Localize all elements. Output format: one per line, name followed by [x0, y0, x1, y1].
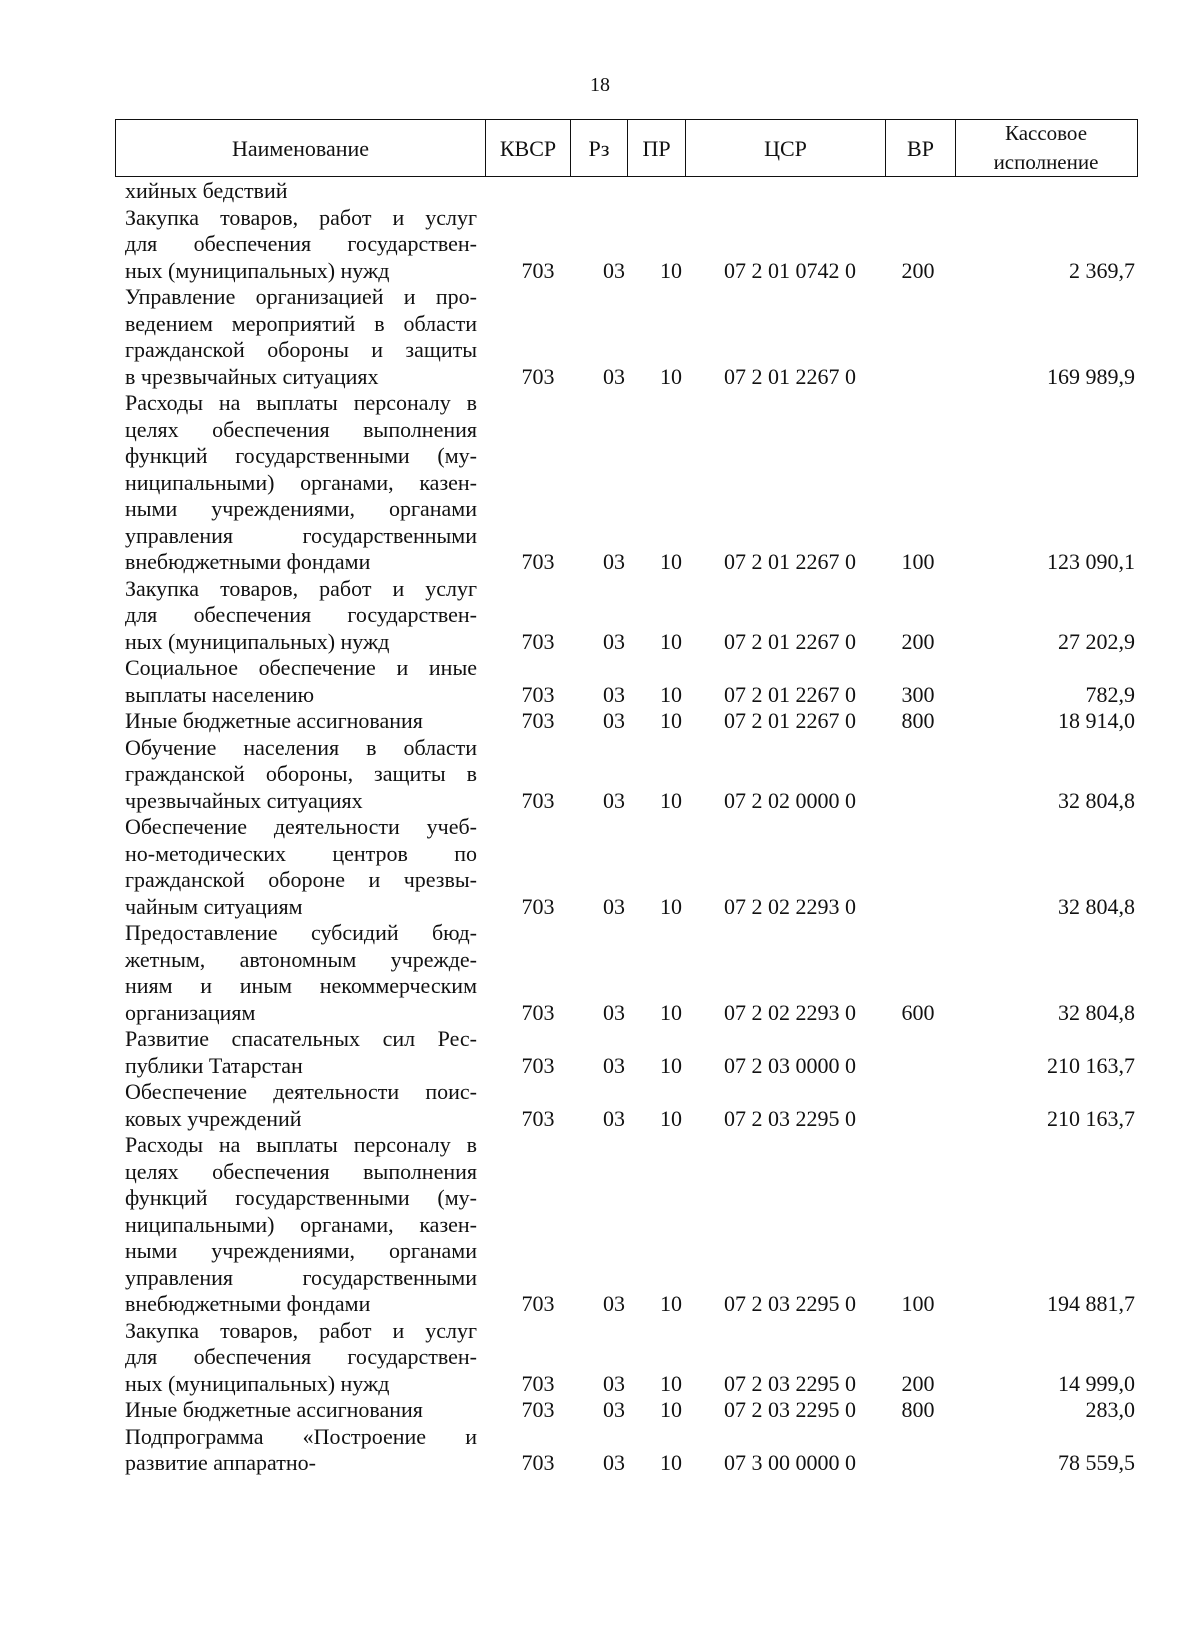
row-name-line: целях обеспечения выполнения [125, 416, 477, 442]
header-name: Наименование [116, 120, 486, 176]
row-kvsr: 703 [521, 549, 555, 574]
row-csr: 07 2 02 2293 0 [724, 893, 856, 919]
row-name-line: развитие аппаратно- [125, 1450, 316, 1475]
table-header [115, 119, 1138, 177]
table-row [125, 735, 1140, 815]
row-pr: 10 [660, 363, 682, 389]
row-kassovoe-ispolnenie: 283,0 [1085, 1397, 1135, 1422]
row-kvsr: 703 [521, 363, 555, 389]
table-row [125, 205, 1140, 285]
table-row [125, 178, 1140, 205]
row-kassovoe-ispolnenie: 14 999,0 [1058, 1370, 1135, 1396]
row-kvsr: 703 [521, 1291, 555, 1316]
row-csr: 07 2 03 2295 0 [724, 1105, 856, 1131]
row-kvsr: 703 [521, 681, 555, 707]
header-vr: ВР [886, 120, 956, 176]
table-row [125, 655, 1140, 708]
row-name-line: хийных бедствий [125, 178, 288, 203]
row-rz: 03 [603, 1397, 625, 1422]
row-pr: 10 [660, 1105, 682, 1131]
row-name-line: гражданской обороны и защиты [125, 337, 477, 362]
row-name-line: Закупка товаров, работ и услуг [125, 204, 477, 230]
row-kvsr: 703 [521, 1052, 555, 1078]
row-vr: 200 [901, 1370, 935, 1396]
row-kassovoe-ispolnenie: 32 804,8 [1058, 999, 1135, 1025]
row-name-line: ниципальными) органами, казен- [125, 469, 477, 495]
row-name-line: публики Татарстан [125, 1052, 303, 1078]
row-csr: 07 2 01 2267 0 [724, 708, 856, 733]
row-name-line: ных (муниципальных) нужд [125, 1370, 390, 1396]
row-rz: 03 [603, 893, 625, 919]
row-kvsr: 703 [521, 1397, 555, 1422]
row-rz: 03 [603, 549, 625, 574]
table-row [125, 284, 1140, 390]
row-rz: 03 [603, 363, 625, 389]
table-row [125, 1397, 1140, 1424]
row-name-line: выплаты населению [125, 681, 315, 707]
header-kvsr: КВСР [486, 120, 571, 176]
row-vr: 100 [901, 549, 935, 574]
row-vr: 100 [901, 1291, 935, 1316]
row-vr: 300 [901, 681, 935, 707]
row-rz: 03 [603, 1052, 625, 1078]
row-kvsr: 703 [521, 787, 555, 813]
row-name [125, 576, 477, 656]
row-name [125, 735, 477, 815]
row-name [125, 390, 477, 576]
row-name-line: управления государственными [125, 1264, 477, 1290]
row-csr: 07 2 03 2295 0 [724, 1397, 856, 1422]
row-kvsr: 703 [521, 628, 555, 654]
row-kvsr: 703 [521, 1370, 555, 1396]
row-name-line: ниципальными) органами, казен- [125, 1211, 477, 1237]
row-kassovoe-ispolnenie: 169 989,9 [1047, 363, 1135, 389]
row-name-line: организациям [125, 999, 256, 1025]
row-name-line: Подпрограмма «Построение и [125, 1423, 477, 1449]
row-name-line: ных (муниципальных) нужд [125, 628, 390, 654]
row-csr: 07 2 01 0742 0 [724, 257, 856, 283]
table-row [125, 814, 1140, 920]
row-name-line: для обеспечения государствен- [125, 1344, 477, 1369]
row-csr: 07 2 03 0000 0 [724, 1052, 856, 1078]
table-body [125, 178, 1140, 1477]
row-name [125, 284, 477, 390]
row-rz: 03 [603, 1291, 625, 1316]
row-kassovoe-ispolnenie: 78 559,5 [1058, 1450, 1135, 1475]
row-name-line: внебюджетными фондами [125, 1291, 371, 1316]
row-name-line: Управление организацией и про- [125, 284, 477, 309]
row-name [125, 1132, 477, 1318]
row-name-line: управления государственными [125, 522, 477, 548]
row-name-line: чайным ситуациям [125, 893, 303, 919]
row-name [125, 1397, 477, 1424]
row-vr: 200 [901, 257, 935, 283]
row-name-line: Предоставление субсидий бюд- [125, 920, 477, 945]
row-name-line: Закупка товаров, работ и услуг [125, 1317, 477, 1343]
row-csr: 07 2 02 0000 0 [724, 787, 856, 813]
row-pr: 10 [660, 787, 682, 813]
row-name-line: ведением мероприятий в области [125, 310, 477, 336]
row-csr: 07 2 01 2267 0 [724, 681, 856, 707]
row-pr: 10 [660, 1291, 682, 1316]
row-name-line: гражданской обороне и чрезвы- [125, 867, 477, 892]
row-name-line: Расходы на выплаты персоналу в [125, 390, 477, 415]
row-kassovoe-ispolnenie: 2 369,7 [1069, 257, 1135, 283]
row-name [125, 1318, 477, 1398]
row-rz: 03 [603, 787, 625, 813]
header-pr: ПР [628, 120, 686, 176]
row-pr: 10 [660, 1370, 682, 1396]
row-name-line: для обеспечения государствен- [125, 602, 477, 627]
row-name-line: внебюджетными фондами [125, 549, 371, 574]
table-row [125, 1132, 1140, 1318]
row-rz: 03 [603, 1450, 625, 1475]
row-name-line: Расходы на выплаты персоналу в [125, 1132, 477, 1157]
row-name-line: жетным, автономным учрежде- [125, 946, 477, 972]
row-name [125, 1026, 477, 1079]
row-name-line: ниям и иным некоммерческим [125, 973, 477, 998]
row-name-line: гражданской обороны, защиты в [125, 761, 477, 786]
row-rz: 03 [603, 999, 625, 1025]
row-name-line: для обеспечения государствен- [125, 231, 477, 256]
row-vr: 600 [901, 999, 935, 1025]
row-kassovoe-ispolnenie: 210 163,7 [1047, 1052, 1135, 1078]
row-kassovoe-ispolnenie: 782,9 [1085, 681, 1135, 707]
row-rz: 03 [603, 681, 625, 707]
row-kassovoe-ispolnenie: 210 163,7 [1047, 1105, 1135, 1131]
row-rz: 03 [603, 257, 625, 283]
row-pr: 10 [660, 1397, 682, 1422]
row-csr: 07 3 00 0000 0 [724, 1450, 856, 1475]
row-pr: 10 [660, 893, 682, 919]
row-rz: 03 [603, 628, 625, 654]
row-name-line: целях обеспечения выполнения [125, 1158, 477, 1184]
row-name [125, 205, 477, 285]
row-kvsr: 703 [521, 1105, 555, 1131]
row-csr: 07 2 01 2267 0 [724, 549, 856, 574]
row-pr: 10 [660, 681, 682, 707]
row-name-line: Иные бюджетные ассигнования [125, 1397, 423, 1422]
row-name-line: в чрезвычайных ситуациях [125, 363, 379, 389]
row-kassovoe-ispolnenie: 194 881,7 [1047, 1291, 1135, 1316]
table-row [125, 390, 1140, 576]
table-row [125, 920, 1140, 1026]
table-row [125, 1318, 1140, 1398]
row-pr: 10 [660, 1450, 682, 1475]
row-pr: 10 [660, 257, 682, 283]
row-pr: 10 [660, 628, 682, 654]
row-rz: 03 [603, 708, 625, 733]
row-csr: 07 2 01 2267 0 [724, 628, 856, 654]
row-name [125, 708, 477, 735]
page-number: 18 [590, 74, 610, 96]
row-kassovoe-ispolnenie: 18 914,0 [1058, 708, 1135, 733]
row-name [125, 814, 477, 920]
row-kvsr: 703 [521, 1450, 555, 1475]
row-pr: 10 [660, 549, 682, 574]
row-kassovoe-ispolnenie: 32 804,8 [1058, 893, 1135, 919]
row-name-line: ными учреждениями, органами [125, 1238, 477, 1263]
row-name-line: но-методических центров по [125, 840, 477, 866]
row-csr: 07 2 03 2295 0 [724, 1370, 856, 1396]
row-name-line: чрезвычайных ситуациях [125, 787, 363, 813]
row-vr: 200 [901, 628, 935, 654]
table-row [125, 1079, 1140, 1132]
row-name-line: Обеспечение деятельности поис- [125, 1079, 477, 1104]
row-name-line: Развитие спасательных сил Рес- [125, 1026, 477, 1051]
table-row [125, 708, 1140, 735]
table-row [125, 1026, 1140, 1079]
table-row [125, 576, 1140, 656]
row-kvsr: 703 [521, 999, 555, 1025]
row-name-line: ными учреждениями, органами [125, 496, 477, 521]
row-name-line: Обучение населения в области [125, 734, 477, 760]
row-name-line: Социальное обеспечение и иные [125, 655, 477, 680]
row-name [125, 1079, 477, 1132]
row-kassovoe-ispolnenie: 123 090,1 [1047, 549, 1135, 574]
header-kassovoe-ispolnenie: Кассовое исполнение [993, 121, 1099, 174]
row-name [125, 920, 477, 1026]
row-csr: 07 2 02 2293 0 [724, 999, 856, 1025]
row-name-line: ковых учреждений [125, 1105, 302, 1131]
row-pr: 10 [660, 1052, 682, 1078]
row-kvsr: 703 [521, 257, 555, 283]
row-kassovoe-ispolnenie: 27 202,9 [1058, 628, 1135, 654]
row-kvsr: 703 [521, 893, 555, 919]
row-pr: 10 [660, 708, 682, 733]
row-vr: 800 [901, 708, 935, 733]
table-row [125, 1424, 1140, 1477]
row-vr: 800 [901, 1397, 935, 1422]
row-name [125, 655, 477, 708]
row-name-line: Обеспечение деятельности учеб- [125, 814, 477, 839]
row-pr: 10 [660, 999, 682, 1025]
row-name-line: функций государственными (му- [125, 443, 477, 468]
row-csr: 07 2 01 2267 0 [724, 363, 856, 389]
row-rz: 03 [603, 1105, 625, 1131]
row-name [125, 178, 477, 205]
header-csr: ЦСР [686, 120, 886, 176]
row-name-line: функций государственными (му- [125, 1185, 477, 1210]
row-csr: 07 2 03 2295 0 [724, 1291, 856, 1316]
row-name-line: Иные бюджетные ассигнования [125, 708, 423, 733]
header-rz: Рз [571, 120, 628, 176]
row-name-line: Закупка товаров, работ и услуг [125, 575, 477, 601]
row-name [125, 1424, 477, 1477]
row-kvsr: 703 [521, 708, 555, 733]
row-name-line: ных (муниципальных) нужд [125, 257, 390, 283]
row-rz: 03 [603, 1370, 625, 1396]
row-kassovoe-ispolnenie: 32 804,8 [1058, 787, 1135, 813]
